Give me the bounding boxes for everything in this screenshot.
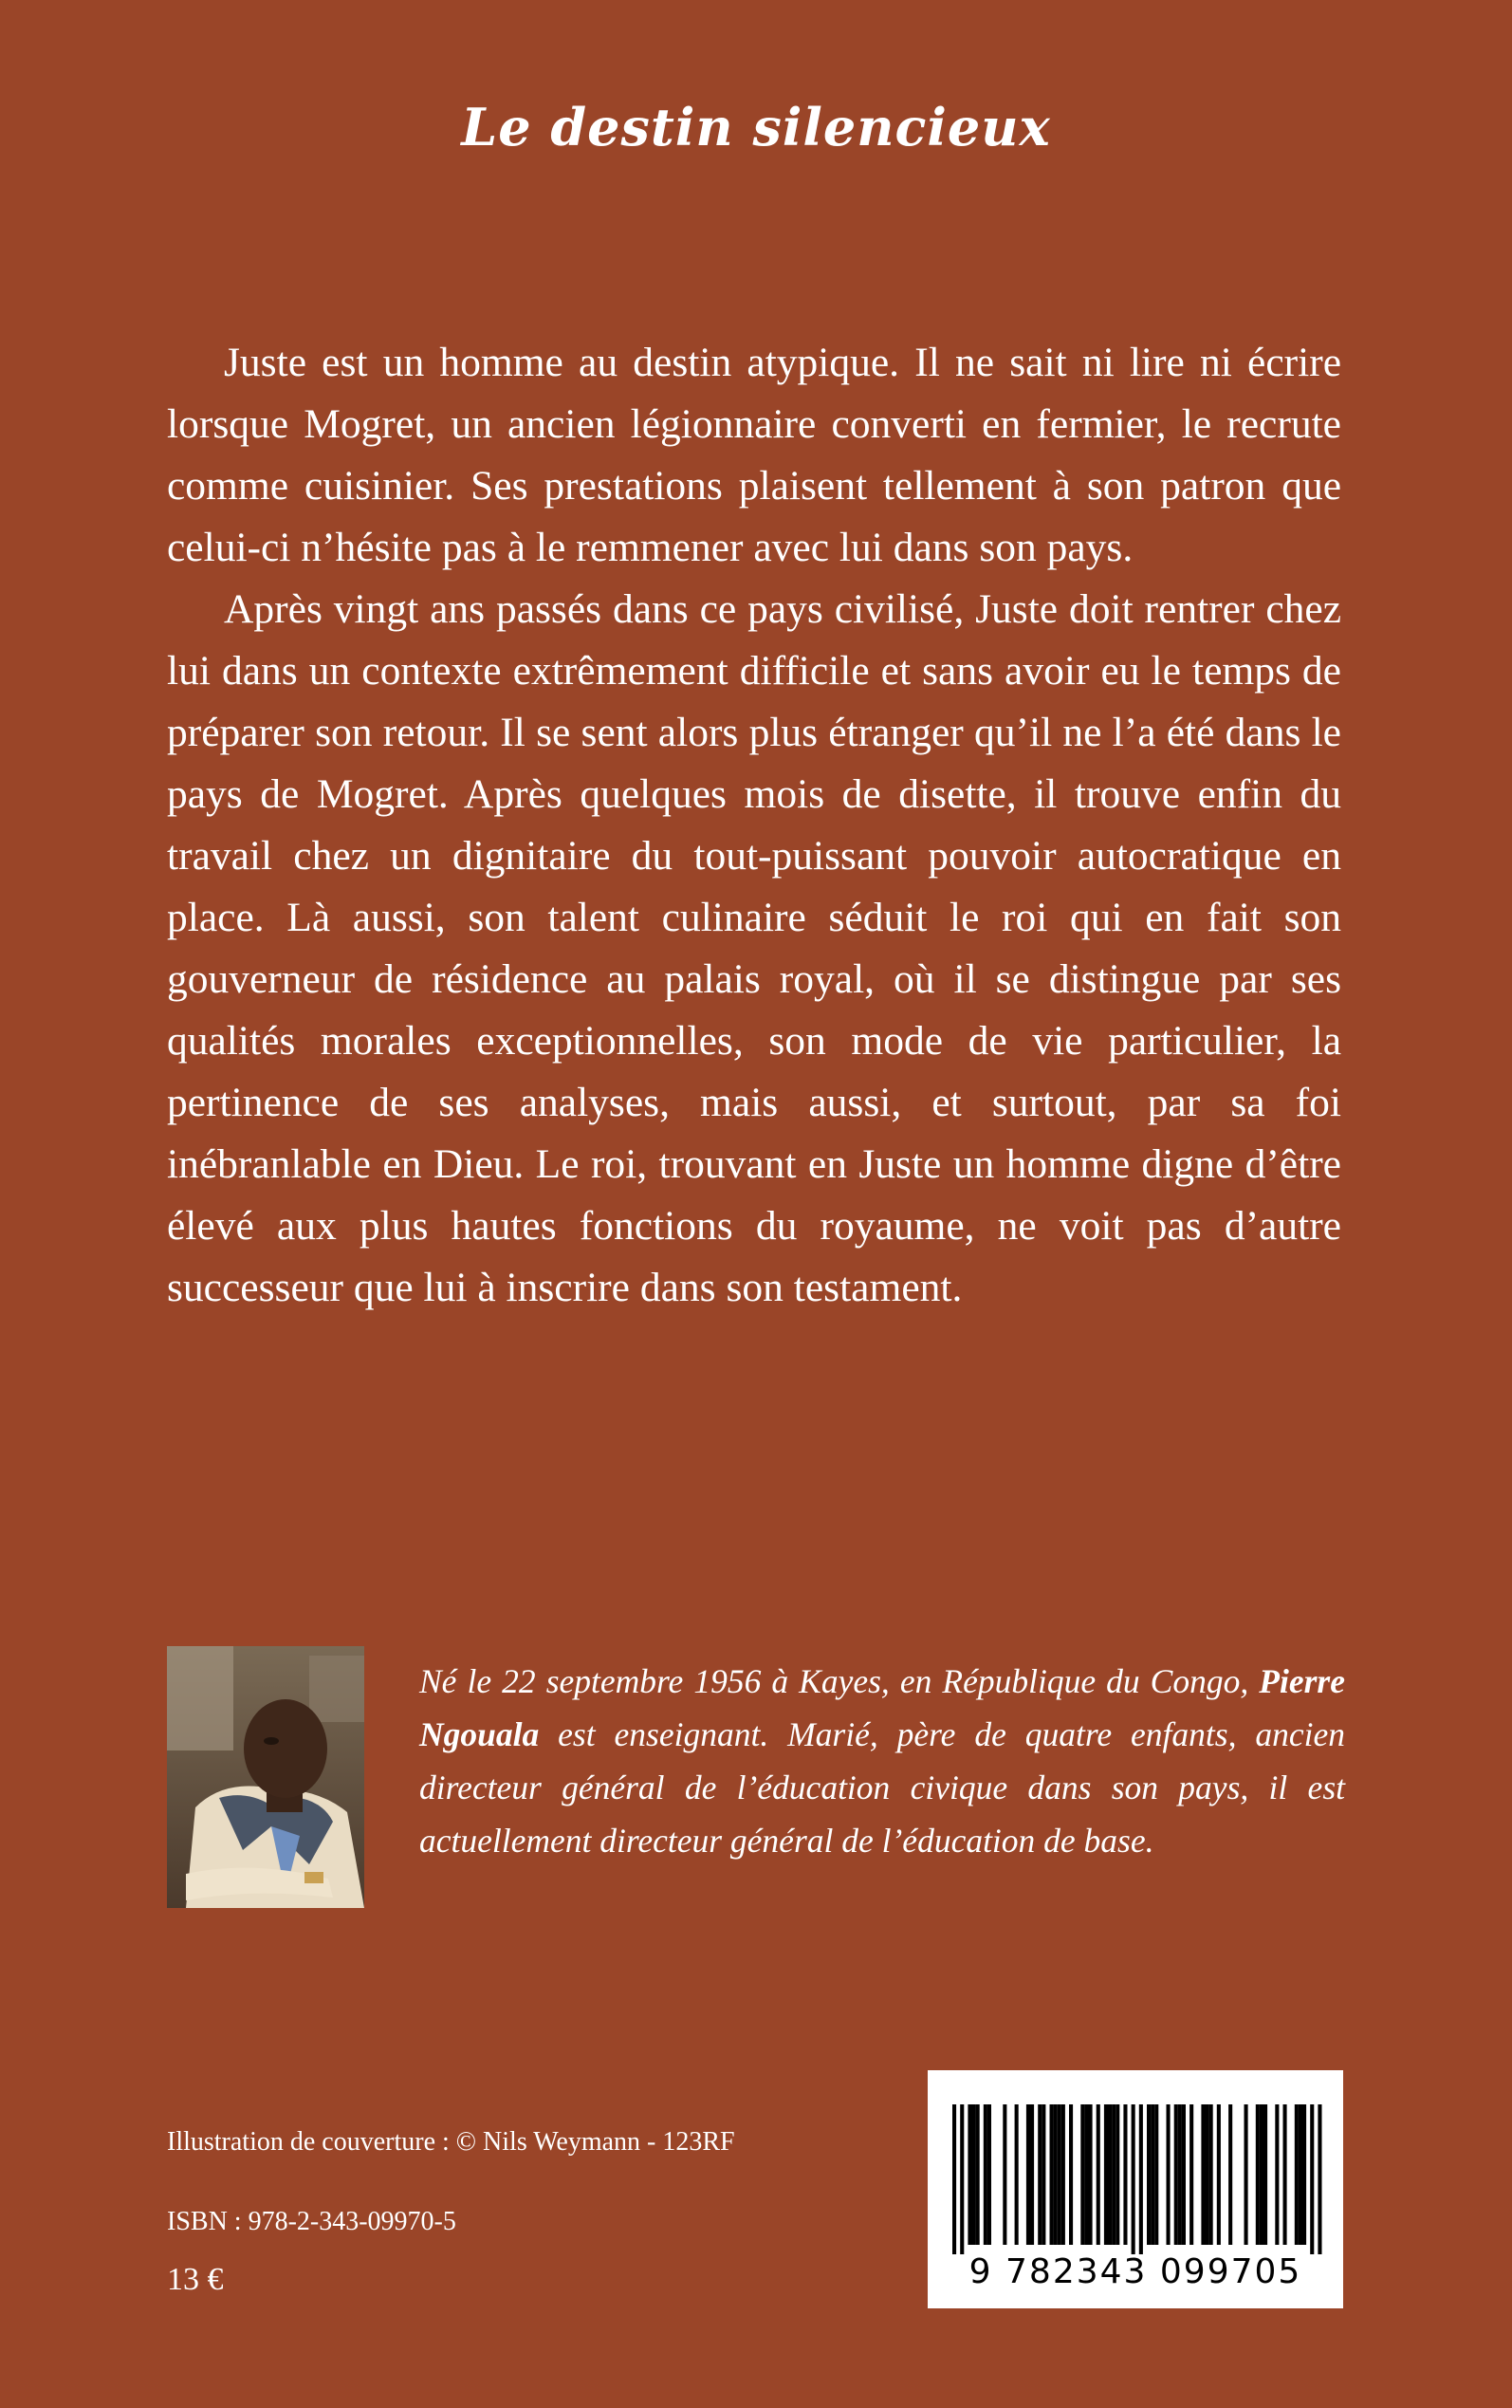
price-label: 13 €: [167, 2262, 224, 2297]
barcode-bar: [1299, 2104, 1302, 2245]
summary-paragraph: Juste est un homme au destin atypique. Il ne sait ni lire ni écrire lorsque Mogret, un ancien légionnaire converti en fermier, le recrute comme cuisinier. Ses prestations plaisent tellement à son patron que celui-ci n’hésite pas à le remmener avec lui dans son pays.: [167, 340, 1341, 570]
barcode-bar: [952, 2104, 956, 2254]
barcode: [928, 2070, 1343, 2308]
barcode-bar: [1139, 2104, 1143, 2254]
barcode-bar: [1084, 2104, 1088, 2245]
barcode-bar: [1245, 2104, 1248, 2245]
barcode-bar: [972, 2104, 976, 2245]
isbn-number: ISBN : 978-2-343-09970-5: [167, 2207, 456, 2236]
barcode-bar: [1189, 2104, 1193, 2245]
barcode-bar: [1217, 2104, 1221, 2245]
barcode-bar: [1104, 2104, 1108, 2245]
barcode-bar: [960, 2104, 964, 2254]
barcode-bar: [1178, 2104, 1182, 2245]
barcode-bar: [984, 2104, 987, 2245]
barcode-bar: [1112, 2104, 1116, 2245]
author-bio-start: Né le 22 septembre 1956 à Kayes, en République du Congo,: [419, 1662, 1260, 1700]
barcode-bar: [1003, 2104, 1006, 2245]
book-title: Le destin silencieux: [461, 97, 1051, 157]
barcode-bar: [1089, 2104, 1093, 2245]
barcode-bar: [976, 2104, 980, 2245]
barcode-bar: [1054, 2104, 1058, 2245]
barcode-bar: [1167, 2104, 1171, 2245]
author-bio: [419, 1655, 1345, 1867]
barcode-bar: [1108, 2104, 1112, 2245]
barcode-bar: [1209, 2104, 1213, 2245]
author-bio-end: est enseignant. Marié, père de quatre enfants, ancien directeur général de l’éducation civique dans son pays, il est actuellement directeur général de l’éducation de base.: [419, 1715, 1345, 1860]
author-photo: [167, 1646, 364, 1908]
barcode-bar: [1263, 2104, 1267, 2245]
barcode-bar: [1097, 2104, 1100, 2245]
barcode-bar: [1132, 2104, 1135, 2254]
barcode-bar: [1116, 2104, 1119, 2245]
barcode-bar: [1123, 2104, 1127, 2245]
barcode-bar: [1061, 2104, 1065, 2245]
author-name: Pierre Ngouala: [419, 1662, 1345, 1753]
barcode-bar: [1154, 2104, 1158, 2245]
barcode-bar: [1283, 2104, 1287, 2245]
barcode-bar: [1201, 2104, 1205, 2245]
barcode-bar: [1182, 2104, 1186, 2245]
barcode-bar: [1295, 2104, 1299, 2245]
barcode-bar: [1015, 2104, 1019, 2245]
barcode-bar: [1174, 2104, 1178, 2245]
barcode-bar: [1050, 2104, 1054, 2245]
barcode-bar: [1228, 2104, 1232, 2245]
barcode-bars: [928, 2070, 1343, 2260]
cover-credit: Illustration de couverture : © Nils Weymann - 123RF: [167, 2127, 735, 2157]
barcode-bar: [1302, 2104, 1306, 2245]
barcode-bar: [1147, 2104, 1151, 2245]
barcode-bar: [1069, 2104, 1073, 2245]
barcode-bar: [1151, 2104, 1154, 2245]
barcode-bar: [1310, 2104, 1314, 2254]
barcode-bar: [1318, 2104, 1321, 2254]
summary-paragraph: Après vingt ans passés dans ce pays civilisé, Juste doit rentrer chez lui dans un contexte extrêmement difficile et sans avoir eu le temps de préparer son retour. Il se sent alors plus étranger qu’il ne l’a été dans le pays de Mogret. Après quelques mois de disette, il trouve enfin du travail chez un dignitaire du tout-puissant pouvoir autocratique en place. Là aussi, son talent culinaire séduit le roi qui en fait son gouverneur de résidence au palais royal, où il se distingue par ses qualités morales exceptionnelles, son mode de vie particulier, la pertinence de ses analyses, mais aussi, et surtout, par sa foi inébranlable en Dieu. Le roi, trouvant en Juste un homme digne d’être élevé aux plus hautes fonctions du royaume, ne voit pas d’autre successeur que lui à inscrire dans son testament.: [167, 586, 1341, 1310]
barcode-bar: [1260, 2104, 1263, 2245]
summary-text: [167, 332, 1341, 1319]
barcode-bar: [987, 2104, 991, 2245]
barcode-bar: [1058, 2104, 1061, 2245]
barcode-bar: [1275, 2104, 1279, 2245]
barcode-bar: [1206, 2104, 1209, 2245]
barcode-bar: [1038, 2104, 1042, 2245]
barcode-bar: [1030, 2104, 1034, 2245]
barcode-bar: [968, 2104, 971, 2245]
barcode-bar: [1026, 2104, 1030, 2245]
barcode-bar: [1080, 2104, 1084, 2245]
barcode-bar: [1256, 2104, 1260, 2245]
barcode-bar: [1042, 2104, 1045, 2245]
barcode-digits: 9 782343 099705: [968, 2252, 1302, 2291]
